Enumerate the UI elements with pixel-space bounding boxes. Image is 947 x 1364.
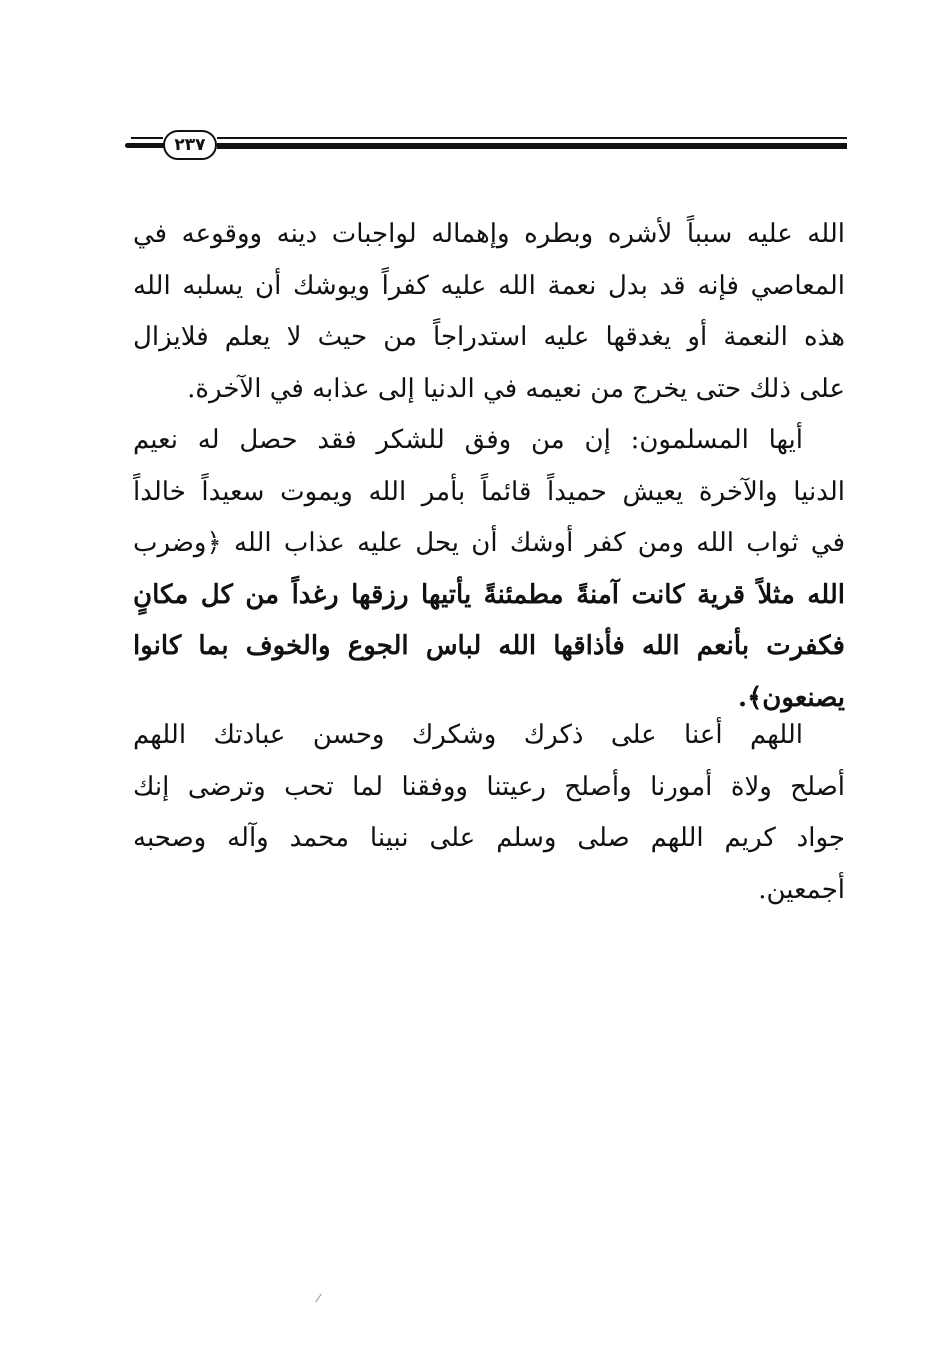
page-header	[125, 128, 847, 162]
text-line: الدنيا والآخرة يعيش حميداً قائماً بأمر الله ويموت سعيداً خالداً	[133, 476, 845, 507]
header-rule-left	[125, 143, 165, 148]
text-line: أصلح ولاة أمورنا وأصلح رعيتنا ووفقنا لما تحب وترضى إنك	[133, 771, 845, 802]
text-line: أجمعين.	[758, 874, 845, 905]
quran-verse-line: يصنعون﴾.	[738, 682, 845, 713]
paragraph-3	[133, 710, 845, 916]
text-line: على ذلك حتى يخرج من نعيمه في الدنيا إلى عذابه في الآخرة.	[187, 373, 845, 404]
header-rule-thin	[217, 137, 847, 139]
quran-verse-line: الله مثلاً قرية كانت آمنةً مطمئنةً يأتيها رزقها رغداً من كل مكانٍ	[133, 579, 845, 610]
scan-speck	[315, 1294, 322, 1303]
paragraph-2	[133, 415, 845, 724]
text-line: في ثواب الله ومن كفر أوشك أن يحل عليه عذاب الله ﴿وضرب	[133, 528, 845, 558]
text-line: الله عليه سبباً لأشره وبطره وإهماله لواجبات دينه ووقوعه في	[133, 219, 845, 249]
text-line: اللهم أعنا على ذكرك وشكرك وحسن عبادتك اللهم	[133, 720, 803, 750]
text-line: المعاصي فإنه قد بدل نعمة الله عليه كفراً ويوشك أن يسلبه الله	[133, 270, 845, 301]
header-rule-thick	[217, 143, 847, 149]
text-line: هذه النعمة أو يغدقها عليه استدراجاً من حيث لا يعلم فلايزال	[133, 322, 845, 352]
page-number: ٢٣٧	[174, 134, 206, 155]
text-line: أيها المسلمون: إن من وفق للشكر فقد حصل له نعيم	[133, 425, 803, 455]
paragraph-1	[133, 209, 845, 415]
page-number-badge	[163, 130, 217, 160]
quran-verse-line: فكفرت بأنعم الله فأذاقها الله لباس الجوع والخوف بما كانوا	[133, 631, 845, 661]
text-line: جواد كريم اللهم صلى وسلم على نبينا محمد وآله وصحبه	[133, 823, 845, 853]
header-rule-left-thin	[131, 137, 163, 139]
